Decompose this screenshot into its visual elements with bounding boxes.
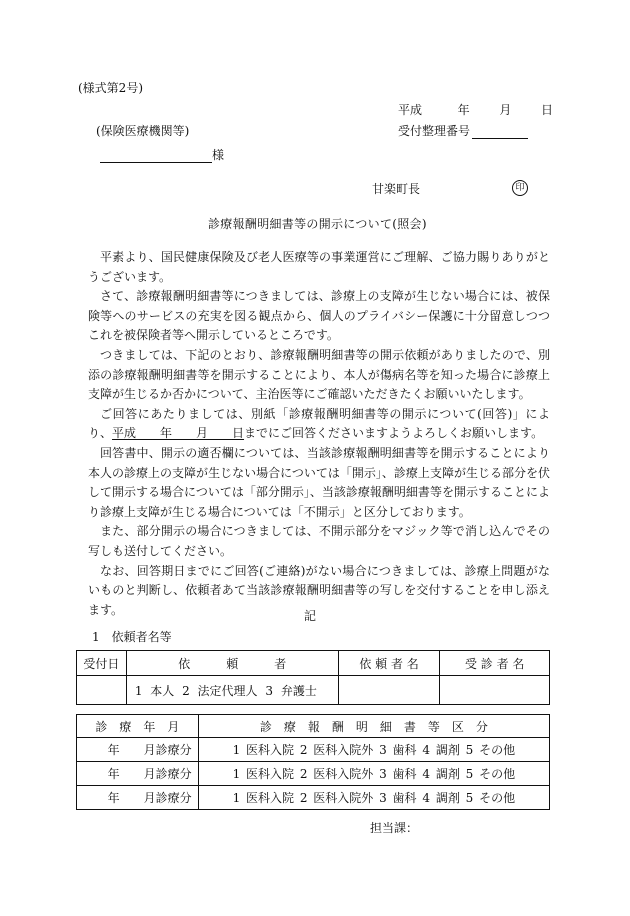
treatment-month-cell[interactable]: 年 月診療分 [77, 738, 199, 762]
claims-table [76, 714, 550, 810]
record-mark: 記 [304, 609, 317, 623]
requester-table-header [77, 651, 550, 676]
statement-class-options[interactable]: 1 医科入院 2 医科入院外 3 歯科 4 調剤 5 その他 [198, 786, 549, 810]
date-era: 平成 [398, 103, 423, 117]
header-patient-name: 受 診 者 名 [440, 651, 550, 676]
requester-type-options[interactable]: 1 本人 2 法定代理人 3 弁護士 [126, 676, 338, 705]
addressee-blank [100, 148, 212, 163]
seal-mark: 印 [512, 180, 528, 196]
table-row [77, 786, 550, 810]
paragraph-3: つきましては、下記のとおり、診療報酬明細書等の開示依頼がありましたので、別添の診療報酬明細書等を開示することにより、本人が傷病名等を知った場合に診療上支障が生じるか否かについて、主治医等にご確認いただきたくお願いいたします。 [88, 347, 550, 402]
document-title: 診療報酬明細書等の開示について(照会) [208, 217, 427, 231]
paragraph-5: 回答書中、開示の適否欄については、当該診療報酬明細書等を開示することにより本人の診療上の支障が生じない場合については「開示」、診療上支障が生じる部分を伏して開示する場合については「部分開示」、当該診療報酬明細書等を開示することにより診療上支障が生じる場合については「不開示」と区分しております。 [88, 445, 550, 519]
addressee [100, 147, 224, 163]
requester-name-cell[interactable] [338, 676, 440, 705]
requester-table [76, 650, 550, 705]
date-line [398, 102, 553, 118]
paragraph-1: 平素より、国民健康保険及び老人医療等の事業運営にご理解、ご協力賜りありがとうございます。 [88, 250, 550, 284]
form-number: (様式第2号) [78, 81, 143, 95]
contact-department: 担当課： [370, 821, 419, 835]
paragraph-7: なお、回答期日までにご回答(ご連絡)がない場合につきましては、診療上問題がないものと判断し、依頼者あて当該診療報酬明細書等の写しを交付することを申し添えます。 [88, 563, 550, 617]
date-day: 日 [541, 103, 554, 117]
statement-class-options[interactable]: 1 医科入院 2 医科入院外 3 歯科 4 調剤 5 その他 [198, 738, 549, 762]
receipt-number-blank [472, 126, 528, 139]
paragraph-6: また、部分開示の場合につきましては、不開示部分をマジック等で消し込んでその写しも送付してください。 [88, 524, 550, 558]
paragraph-4-a: ご回答にあたりましては、別紙「診療報酬明細書等の開示について(回答)」により、 [88, 406, 550, 441]
receipt-number-label: 受付整理番号 [398, 124, 471, 138]
table-row [77, 676, 550, 705]
header-requester: 依 頼 者 [126, 651, 338, 676]
treatment-month-cell[interactable]: 年 月診療分 [77, 762, 199, 786]
section-heading: 1 依頼者名等 [92, 630, 172, 644]
paragraph-4 [88, 405, 550, 444]
paragraph-2: さて、診療報酬明細書等につきましては、診療上の支障が生じない場合には、被保険等へのサービスの充実を図る観点から、個人のプライバシー保護に十分留意しつつこれを被保険者等へ開示しているところです。 [88, 289, 550, 343]
claims-table-header [77, 715, 550, 738]
date-month: 月 [499, 103, 512, 117]
paragraph-4-b: までにご回答くださいますようよろしくお願いします。 [244, 426, 544, 441]
reply-deadline: 平成 年 月 日 [112, 426, 245, 441]
received-date-cell[interactable] [77, 676, 127, 705]
date-year: 年 [457, 103, 470, 117]
insurer-label: (保険医療機関等) [96, 124, 190, 138]
receipt-number [398, 123, 528, 139]
table-row [77, 762, 550, 786]
header-received-date: 受付日 [77, 651, 127, 676]
sender-name: 甘楽町長 [372, 182, 421, 196]
header-requester-name: 依 頼 者 名 [338, 651, 440, 676]
header-treatment-month: 診 療 年 月 [77, 715, 199, 738]
treatment-month-cell[interactable]: 年 月診療分 [77, 786, 199, 810]
table-row [77, 738, 550, 762]
statement-class-options[interactable]: 1 医科入院 2 医科入院外 3 歯科 4 調剤 5 その他 [198, 762, 549, 786]
header-statement-class: 診 療 報 酬 明 細 書 等 区 分 [198, 715, 549, 738]
patient-name-cell[interactable] [440, 676, 550, 705]
body-text [88, 248, 550, 620]
addressee-suffix: 様 [212, 148, 225, 162]
